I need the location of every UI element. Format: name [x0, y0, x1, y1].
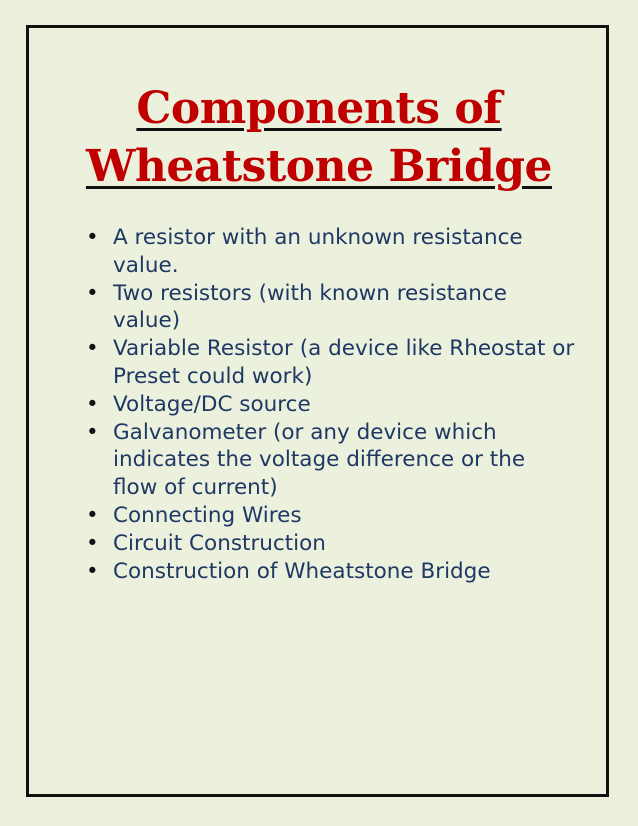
bullet-icon: • [86, 391, 99, 417]
list-item-text: A resistor with an unknown resistance value. [113, 225, 523, 278]
list-item-text: Variable Resistor (a device like Rheostat or Preset could work) [113, 336, 575, 389]
list-item-text: Voltage/DC source [113, 391, 311, 417]
component-list [80, 224, 575, 585]
list-item [80, 391, 575, 419]
title-line-1: Components of [136, 83, 502, 134]
bullet-icon: • [86, 558, 99, 584]
list-item-text: Construction of Wheatstone Bridge [113, 558, 491, 584]
list-item [80, 419, 575, 502]
bullet-icon: • [86, 530, 99, 556]
list-item-text: Galvanometer (or any device which indicates the voltage difference or the flow of current) [113, 419, 526, 501]
list-item-text: Circuit Construction [113, 530, 326, 556]
list-item [80, 530, 575, 558]
page-title [26, 80, 612, 196]
list-item [80, 335, 575, 391]
list-item [80, 502, 575, 530]
bullet-icon: • [86, 336, 99, 362]
title-line-2: Wheatstone Bridge [85, 141, 553, 192]
list-item [80, 558, 575, 586]
list-item [80, 280, 575, 336]
list-item [80, 224, 575, 280]
bullet-icon: • [86, 419, 99, 445]
bullet-icon: • [86, 502, 99, 528]
bullet-icon: • [86, 225, 99, 250]
list-item-text: Connecting Wires [113, 502, 302, 528]
bullet-icon: • [86, 280, 99, 306]
list-item-text: Two resistors (with known resistance value) [113, 280, 507, 334]
